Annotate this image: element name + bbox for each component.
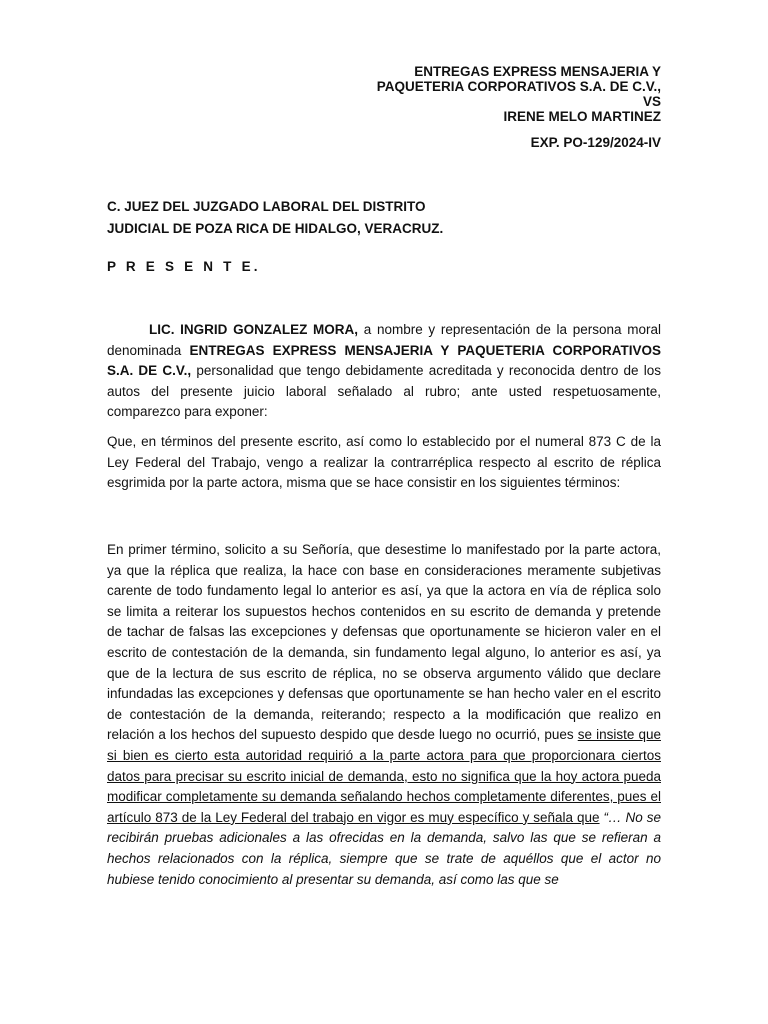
argument-text-a: En primer término, solicito a su Señoría, que desestime lo manifestado por la parte actora, ya que la réplica que realiza, la hace con base en consideraciones meramente subjetivas carente de todo fundamento legal lo anterior es así, ya que la actora en vía de réplica solo se limita a reiterar los supuestos hechos contenidos en su escrito de demanda y pretende de tachar de falsas las excepciones y defensas que oportunamente se hicieron valer en el escrito de contestación de la demanda, sin fundamento legal alguno, lo anterior es así, ya que de la lectura de sus escrito de réplica, no se observa argumento válido que declare infundadas las excepciones y defensas que oportunamente se han hecho valer en el escrito de contestación de la demanda, reiterando; respecto a la modificación que realizo en relación a los hechos del supuesto despido que desde luego no ocurrió, pues: [107, 542, 661, 743]
intro-text-a: a nombre y representación de la persona moral denominada: [107, 322, 661, 358]
paragraph-introduction: [107, 320, 661, 423]
paragraph-purpose: Que, en términos del presente escrito, así como lo establecido por el numeral 873 C de la Ley Federal del Trabajo, vengo a realizar la contrarréplica respecto al escrito de réplica esgrimida por la parte actora, misma que se hace consistir en los siguientes términos:: [107, 434, 661, 491]
paragraph-argument: [107, 540, 661, 890]
intro-text-b: personalidad que tengo debidamente acreditada y reconocida dentro de los autos del presente juicio laboral señalado al rubro; ante usted respetuosamente, comparezco para exponer:: [107, 363, 661, 420]
argument-quote: “… No se recibirán pruebas adicionales a las ofrecidas en la demanda, salvo las que se refieran a hechos relacionados con la réplica, siempre que se trate de aquéllos que el actor no hubiese tenido conocimiento al presentar su demanda, así como las que se: [107, 809, 661, 887]
lawyer-name: LIC. INGRID GONZALEZ MORA,: [149, 322, 359, 337]
header-line-4: IRENE MELO MARTINEZ: [503, 109, 661, 124]
argument-underlined: se insiste que si bien es cierto esta autoridad requirió a la parte actora para que proporcionara ciertos datos para precisar su escrito inicial de demanda, esto no significa que la hoy actora pueda modificar completamente su demanda señalando hechos completamente diferentes, pues el artículo 873 de la Ley Federal del trabajo en vigor es muy específico y señala que: [107, 727, 661, 825]
company-name: ENTREGAS EXPRESS MENSAJERIA Y PAQUETERIA CORPORATIVOS S.A. DE C.V.,: [107, 342, 661, 379]
case-number: EXP. PO-129/2024-IV: [530, 135, 661, 150]
header-line-1: ENTREGAS EXPRESS MENSAJERIA Y: [414, 64, 661, 79]
header-line-3: VS: [642, 94, 661, 109]
header-line-2: PAQUETERIA CORPORATIVOS S.A. DE C.V.,: [376, 79, 661, 94]
addressee-line-1: C. JUEZ DEL JUZGADO LABORAL DEL DISTRITO: [107, 199, 426, 214]
salutation: P R E S E N T E.: [107, 259, 261, 274]
addressee-line-2: JUDICIAL DE POZA RICA DE HIDALGO, VERACRUZ.: [107, 221, 444, 236]
addressee: [107, 196, 443, 240]
case-header: [377, 64, 661, 124]
